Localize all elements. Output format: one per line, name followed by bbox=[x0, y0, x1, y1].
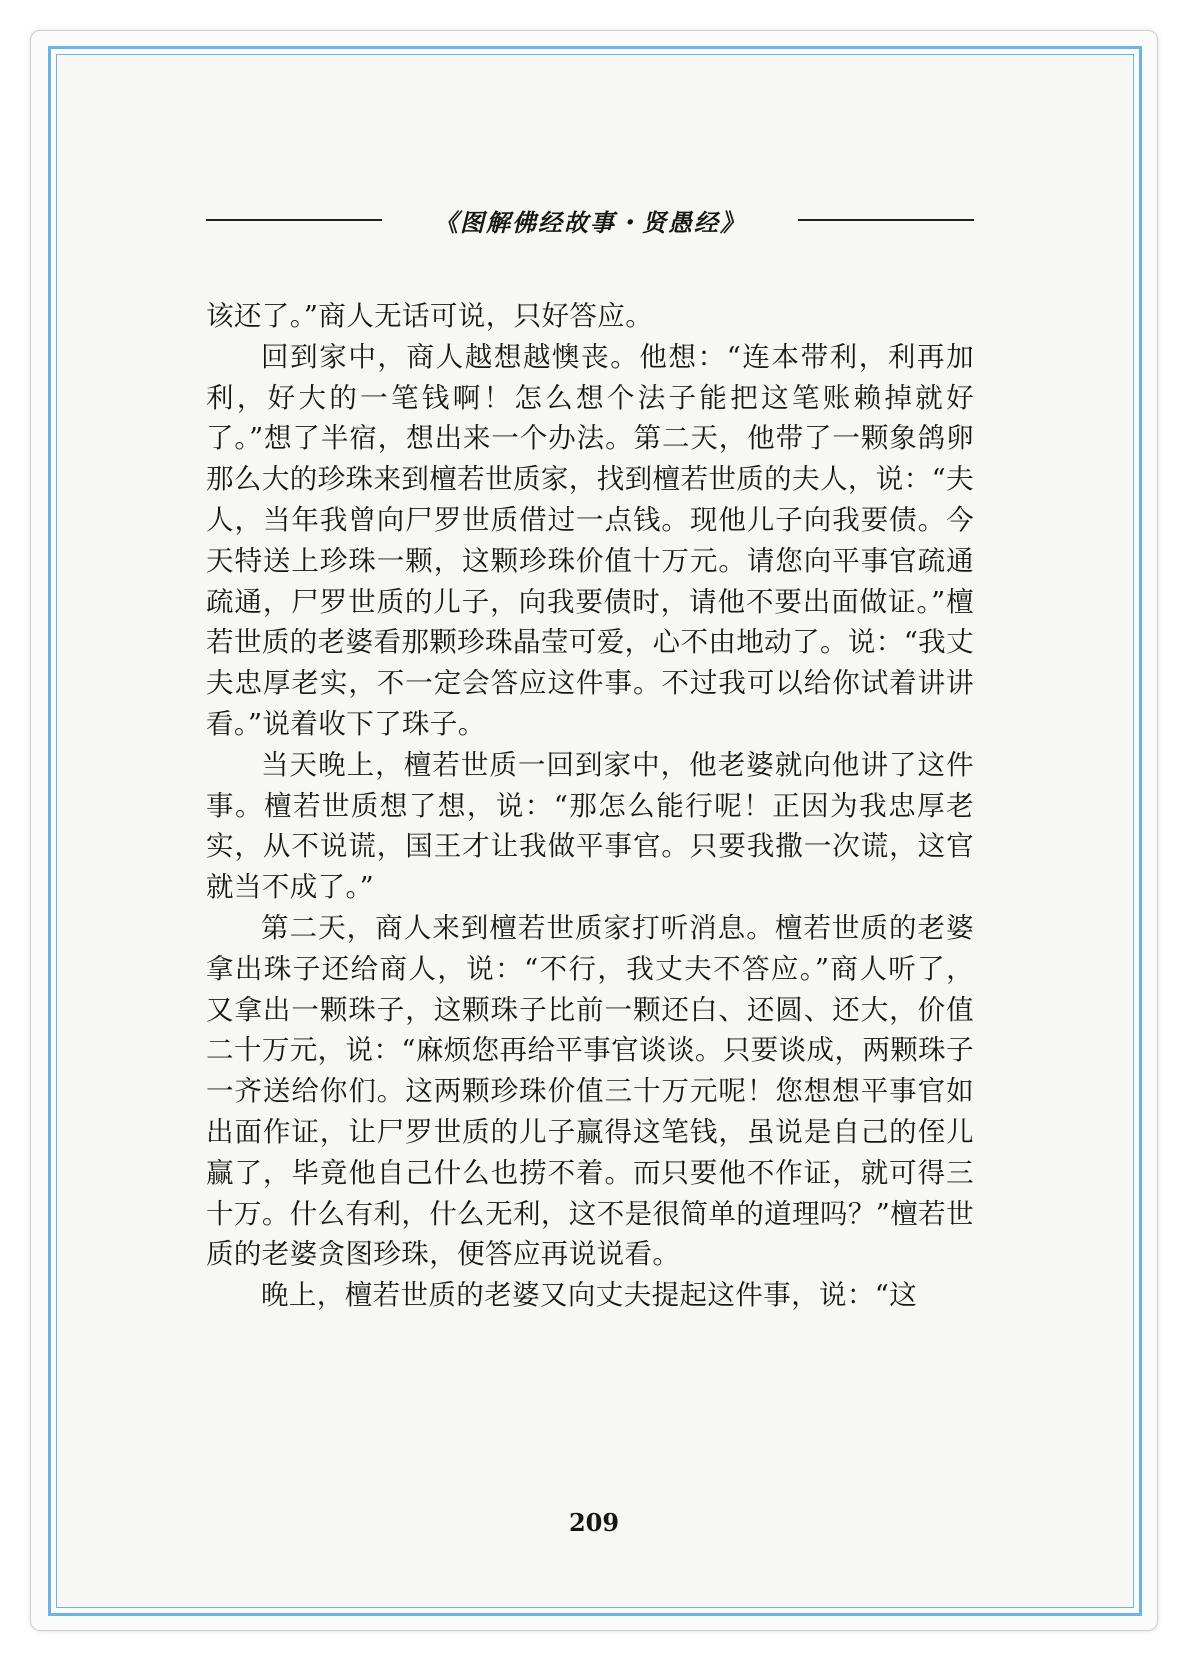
paragraph-4: 第二天，商人来到檀若世质家打听消息。檀若世质的老婆拿出珠子还给商人，说：“不行，我丈夫不答应。”商人听了，又拿出一颗珠子，这颗珠子比前一颗还白、还圆、还大，价值二十万元，说：“麻烦您再给平事官谈谈。只要谈成，两颗珠子一齐送给你们。这两颗珍珠价值三十万元呢！您想想平事官如出面作证，让尸罗世质的儿子赢得这笔钱，虽说是自己的侄儿赢了，毕竟他自己什么也捞不着。而只要他不作证，就可得三十万。什么有利，什么无利，这不是很简单的道理吗？”檀若世质的老婆贪图珍珠，便答应再说说看。 bbox=[206, 911, 974, 1271]
header-rule-right bbox=[798, 219, 974, 221]
paragraph-1: 该还了。”商人无话可说，只好答应。 bbox=[206, 300, 654, 332]
header-rule-left bbox=[206, 219, 382, 221]
page-number: 209 bbox=[568, 1508, 620, 1537]
paragraph-3: 当天晚上，檀若世质一回到家中，他老婆就向他讲了这件事。檀若世质想了想，说：“那怎么能行呢！正因为我忠厚老实，从不说谎，国王才让我做平事官。只要我撒一次谎，这官就当不成了。” bbox=[206, 748, 974, 904]
paragraph-5: 晚上，檀若世质的老婆又向丈夫提起这件事，说：“这 bbox=[261, 1279, 918, 1312]
book-page bbox=[206, 200, 974, 1316]
header-title: 《图解佛经故事・贤愚经》 bbox=[434, 207, 746, 237]
paragraph-2: 回到家中，商人越想越懊丧。他想：“连本带利，利再加利，好大的一笔钱啊！怎么想个法子能把这笔账赖掉就好了。”想了半宿，想出来一个办法。第二天，他带了一颗象鸽卵那么大的珍珠来到檀若世质家，找到檀若世质的夫人，说：“夫人，当年我曾向尸罗世质借过一点钱。现他儿子向我要债。今天特送上珍珠一颗，这颗珍珠价值十万元。请您向平事官疏通疏通，尸罗世质的儿子，向我要债时，请他不要出面做证。”檀若世质的老婆看那颗珍珠晶莹可爱，心不由地动了。说：“我丈夫忠厚老实，不一定会答应这件事。不过我可以给你试着讲讲看。”说着收下了珠子。 bbox=[206, 340, 974, 740]
running-header bbox=[206, 200, 974, 240]
body-text bbox=[206, 296, 974, 1316]
